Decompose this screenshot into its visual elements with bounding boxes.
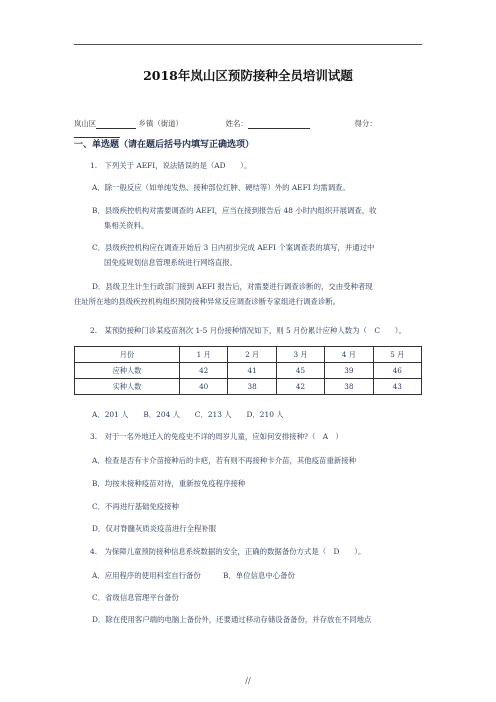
table-cell: 38 [325,379,373,395]
page-footer: // [245,676,251,685]
vaccination-table [74,346,422,395]
question-1-option-b-cont: 集相关资料。 [104,221,149,230]
question-1-stem: 1. 下列关于 AEFI，说法错误的是（AD ）。 [90,161,252,170]
question-3-stem: 3. 对于一名外地迁入的免疫史不详的周岁儿童，应如何安排接种?（ A ） [90,432,343,441]
table-cell: 42 [180,363,228,379]
table-cell: 1 月 [180,347,228,363]
score-label: 得分： [354,119,377,128]
table-cell: 实种人数 [75,379,180,395]
page-title: 2018年岚山区预防接种全员培训试题 [143,68,353,83]
info-line [74,118,422,138]
question-4-option-ab: A．应用程序的使用科室自行备份 B．单位信息中心备份 [92,571,295,580]
table-header-row [75,347,422,363]
table-cell: 5 月 [373,347,421,363]
table-cell: 2 月 [228,347,276,363]
table-cell: 46 [373,363,421,379]
question-4-stem: 4. 为保障儿童预防接种信息系统数据的安全，正确的数据备份方式是（ D ）。 [90,547,366,556]
table-cell: 38 [228,379,276,395]
question-3-option-d: D．仅对脊髓灰质炎疫苗进行全程补服 [92,524,217,533]
question-3-option-c: C．不再进行基础免疫接种 [92,502,179,511]
district-label: 岚山区 [74,119,97,128]
section-heading: 一、单选题（请在题后括号内填写正确选项） [74,140,255,150]
table-cell: 4 月 [325,347,373,363]
question-1-option-a: A．除一般反应（如单纯发热、接种部位红肿、硬结等）外的 AEFI 均需调查。 [92,183,350,192]
district-blank [96,120,136,129]
question-4-option-c: C．省级信息管理平台备份 [92,593,179,602]
table-cell: 40 [180,379,228,395]
question-2-options: A．201 人 B．204 人 C．213 人 D．210 人 [92,410,284,419]
question-3-option-a: A．检查是否有卡介苗接种后的卡疤，若有则不再接种卡介苗，其他疫苗重新接种 [92,456,357,465]
table-cell: 应种人数 [75,363,180,379]
question-3-option-b: B．均按未接种疫苗对待，重新按免疫程序接种 [92,479,246,488]
town-label: 乡镇（街道） [138,119,183,128]
table-cell: 43 [373,379,421,395]
header-rule [74,44,422,45]
question-1-option-d: D．县级卫生计生行政部门接到 AEFI 报告后，对需要进行调查诊断的，交由受种者现 [92,282,373,291]
table-cell: 月份 [75,347,180,363]
table-cell: 3 月 [276,347,324,363]
table-cell: 39 [325,363,373,379]
table-cell: 41 [228,363,276,379]
table-row [75,379,422,395]
question-1-option-c: C．县级疾控机构应在调查开始后 3 日内初步完成 AEFI 个案调查表的填写，并通过中 [92,243,375,252]
question-1-option-d-cont: 住址所在地的县级疾控机构组织预防接种异常反应调查诊断专家组进行调查诊断。 [74,297,341,306]
table-cell: 42 [276,379,324,395]
question-1-option-b: B．县级疾控机构对需要调查的 AEFI，应当在接到报告后 48 小时内组织开展调查，收 [92,206,377,215]
table-cell: 45 [276,363,324,379]
question-2-stem: 2. 某预防接种门诊某疫苗剂次 1-5 月份接种情况如下，则 5 月份累计应种人数为（ C ）。 [90,326,406,335]
question-4-option-d: D．除在使用客户端的电脑上备份外，还要通过移动存储设备备份，并存放在不同地点 [92,615,372,624]
name-blank [248,120,310,129]
question-1-option-c-cont: 国免疫规划信息管理系统进行网络直报。 [104,258,238,267]
table-row [75,363,422,379]
name-label: 姓名： [225,119,248,128]
